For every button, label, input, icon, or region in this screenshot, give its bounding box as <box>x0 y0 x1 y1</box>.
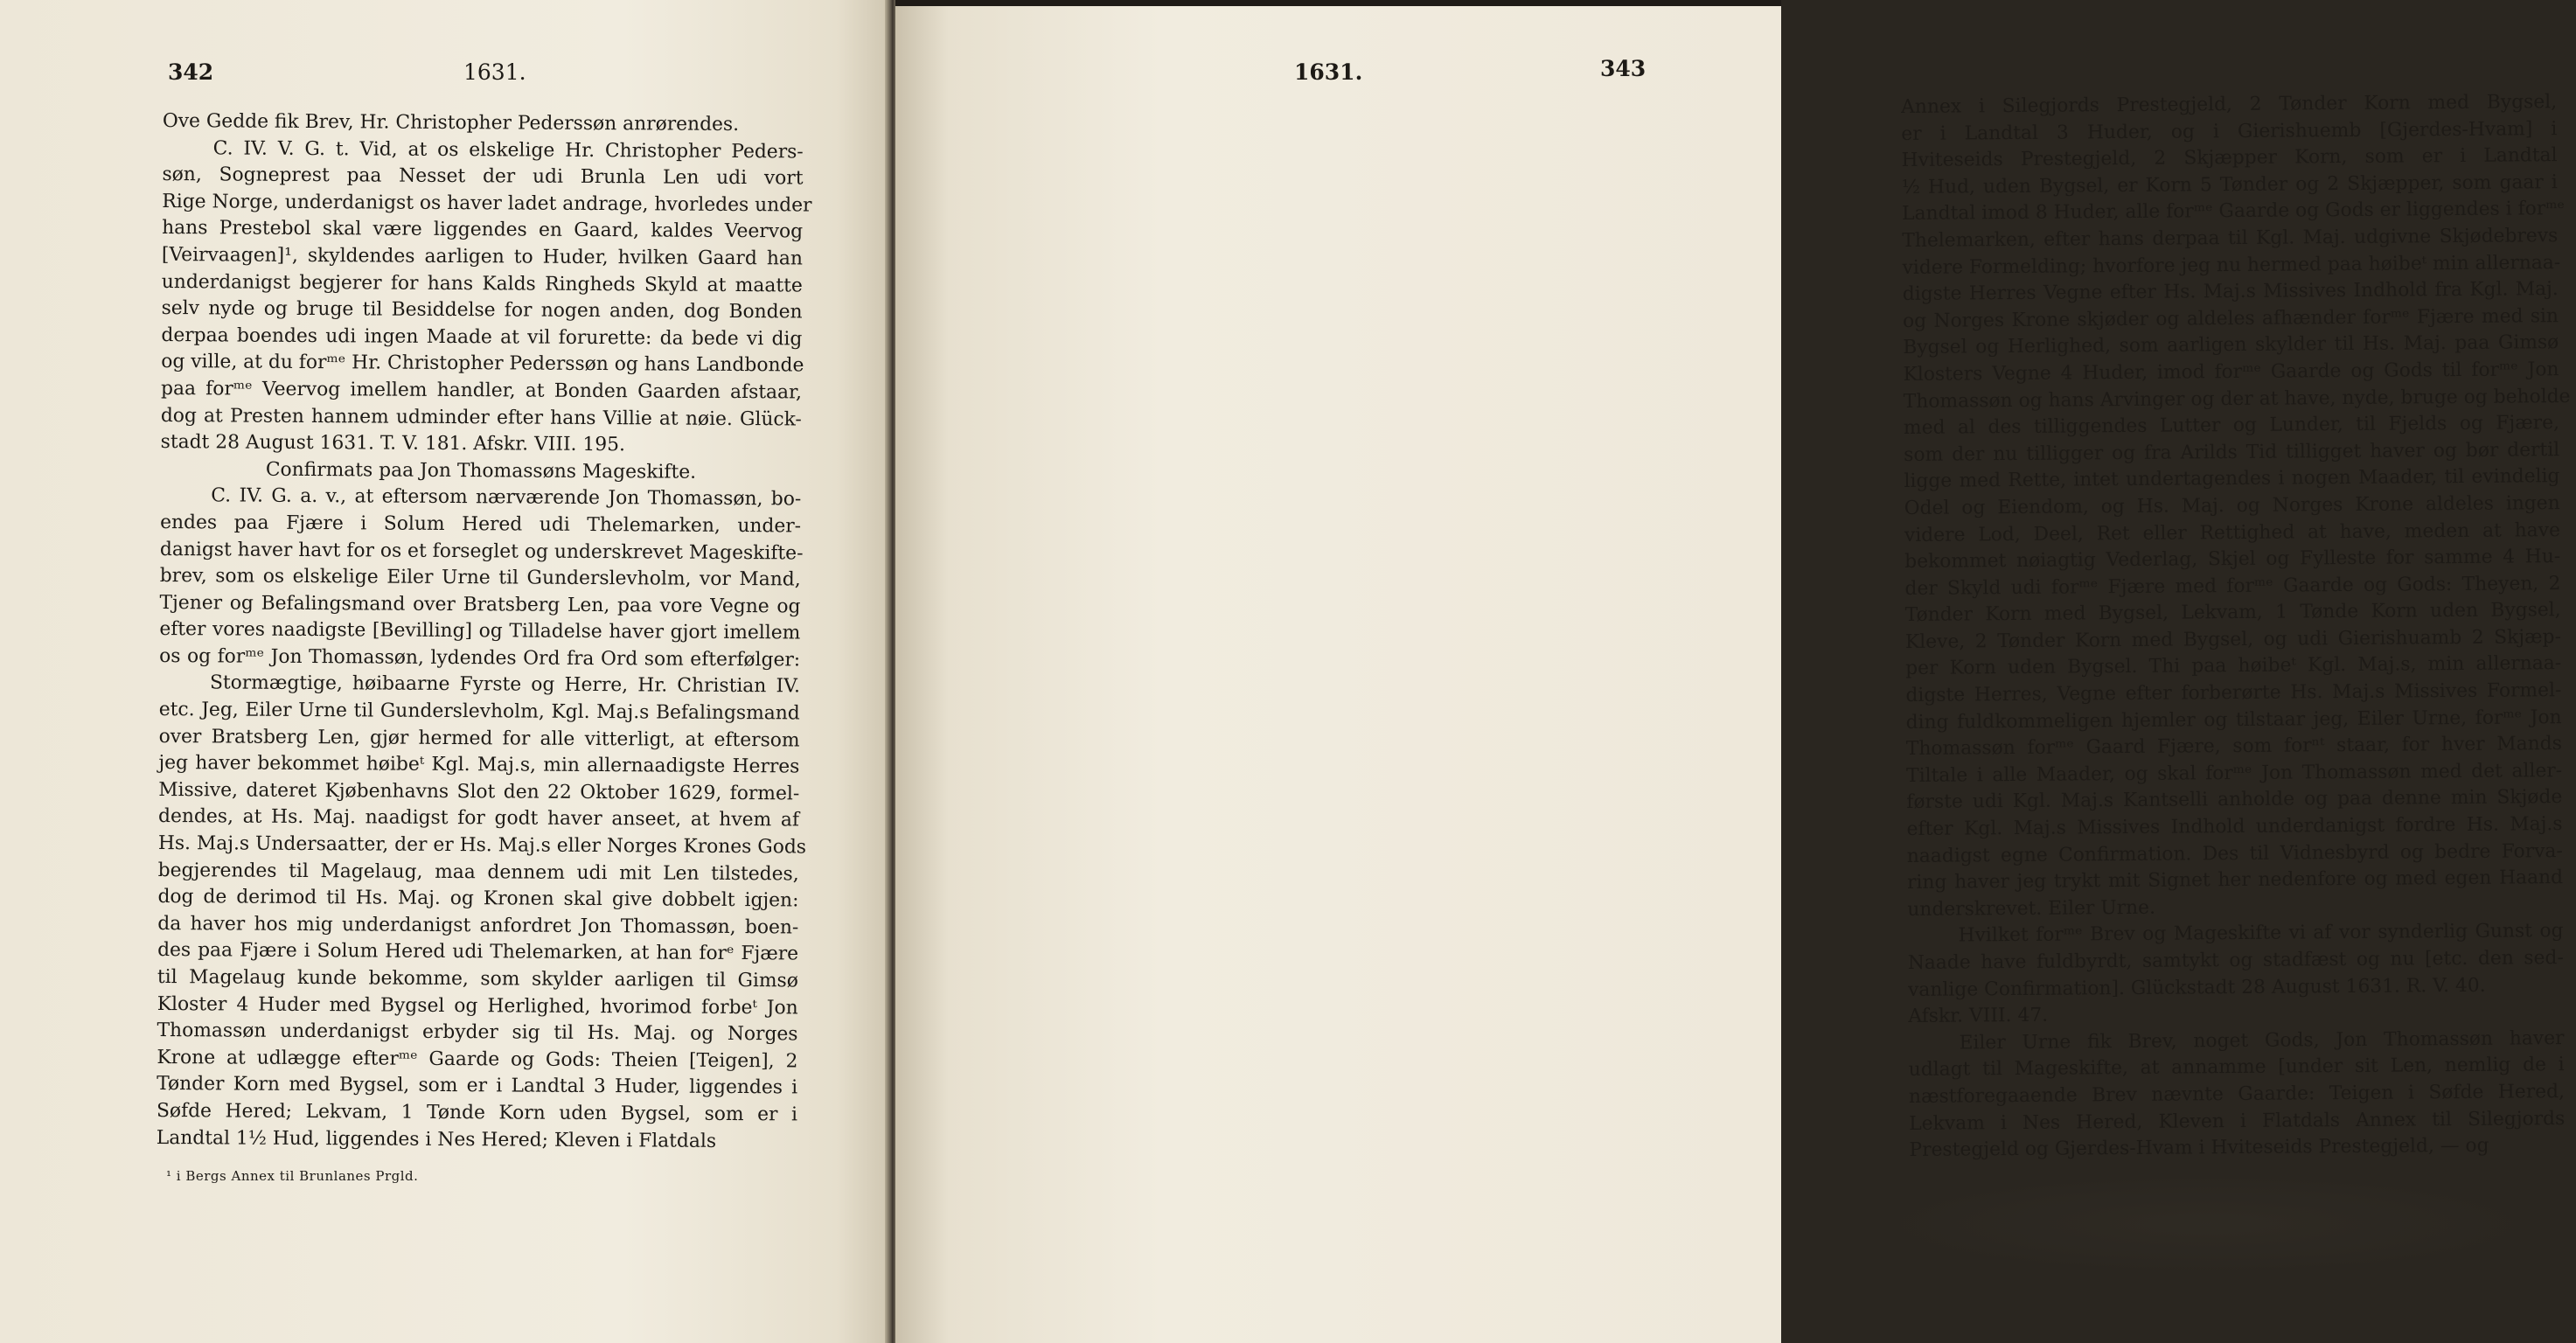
text-line: Tønder Korn med Bygsel, som er i Landtal 3 Huder, liggendes i <box>157 1073 798 1099</box>
text-line: Kloster 4 Huder med Bygsel og Herlighed, hvorimod forbeᵗ Jon <box>157 992 798 1019</box>
text-line: Thomassøn underdanigst erbyder sig til Hs. Maj. og Norges <box>157 1019 798 1046</box>
text-line: der Skyld udi forᵐᵉ Fjære med forᵐᵉ Gaarde og Gods: Theyen, 2 <box>1904 572 2561 600</box>
text-line: Hs. Maj.s Undersaatter, der er Hs. Maj.s eller Norges Krones Gods <box>157 832 807 859</box>
text-line: Tjener og Befalingsmand over Bratsberg Len, paa vore Vegne og <box>159 591 801 618</box>
text-line: Confirmats paa Jon Thomassøns Mageskifte. <box>265 458 697 484</box>
show-through-smudge <box>1857 1172 2557 1277</box>
text-line: naadigst egne Confirmation. Des til Vidnesbyrd og bedre Forva- <box>1906 839 2563 867</box>
text-line: stadt 28 August 1631. T. V. 181. Afskr. VIII. 195. <box>160 431 626 456</box>
text-line: Bygsel og Herlighed, som aarligen skylder til Hs. Maj. paa Gimsø <box>1903 331 2559 359</box>
text-line: per Korn uden Bygsel. Thi paa høibeᵗ Kgl. Maj.s, min allernaa- <box>1905 652 2562 680</box>
text-line: underskrevet. Eiler Urne. <box>1907 896 2156 921</box>
text-line: bekommet nøiagtig Vederlag, Skjel og Fylleste for samme 4 Hu- <box>1904 546 2561 574</box>
text-line: paa forᵐᵉ Veervog imellem handler, at Bonden Gaarden afstaar, <box>160 377 803 404</box>
text-line: Ove Gedde fik Brev, Hr. Christopher Pederssøn anrørendes. <box>162 109 740 136</box>
text-line: danigst haver havt for os et forseglet og underskrevet Mageskifte- <box>159 538 804 564</box>
text-line: dendes, at Hs. Maj. naadigst for godt haver anseet, at hvem af <box>157 805 800 832</box>
text-line: ½ Hud, uden Bygsel, er Korn 5 Tønder og 2 Skjæpper, som gaar i <box>1901 170 2558 198</box>
text-line: Kleve, 2 Tønder Korn med Bygsel, og udi Gierishuamb 2 Skjæp- <box>1904 625 2561 653</box>
text-line: Hviteseids Prestegjeld, 2 Skjæpper Korn, som er i Landtal <box>1901 144 2558 172</box>
text-line: er i Landtal 3 Huder, og i Gierishuemb [Gjerdes-Hvam] i <box>1901 117 2558 145</box>
text-line: Afskr. VIII. 47. <box>1908 1004 2049 1028</box>
text-line: Annex i Silegjords Prestegjeld, 2 Tønder Korn med Bygsel, <box>1901 91 2558 118</box>
page-number: 342 <box>168 59 214 85</box>
text-line: hans Prestebol skal være liggendes en Gaard, kaldes Veervog <box>162 217 804 243</box>
text-line: [Veirvaagen]¹, skyldendes aarligen to Huder, hvilken Gaard han <box>161 243 804 270</box>
text-line: Klosters Vegne 4 Huder, imod forᵐᵉ Gaarde og Gods til forᵐᵉ Jon <box>1903 358 2559 386</box>
text-line: søn, Sogneprest paa Nesset der udi Brunla Len udi vort <box>162 164 804 190</box>
text-line: Tiltale i alle Maader, og skal forᵐᵉ Jon Thomassøn med det aller- <box>1906 759 2563 787</box>
text-line: Krone at udlægge efterᵐᵉ Gaarde og Gods: Theien [Teigen], 2 <box>157 1046 798 1073</box>
text-line: vanlige Confirmation]. Glückstadt 28 August 1631. R. V. 40. <box>1907 974 2486 1001</box>
text-line: Missive, dateret Kjøbenhavns Slot den 22 Oktober 1629, formel- <box>158 778 800 805</box>
right-page <box>895 0 2571 1343</box>
text-line: som der nu tilligger og fra Arilds Tid tilligget haver og bør dertil <box>1904 438 2560 466</box>
text-line: efter Kgl. Maj.s Missives Indhold underdanigst fordre Hs. Maj.s <box>1906 813 2563 841</box>
text-line: Thomassøn forᵐᵉ Gaard Fjære, som forⁿᵗ staar, for hver Mands <box>1905 733 2562 761</box>
text-line: og ville, at du forᵐᵉ Hr. Christopher Pederssøn og hans Landbonde <box>161 351 804 377</box>
text-line: begjerendes til Magelaug, maa dennem udi mit Len tilstedes, <box>157 859 799 886</box>
text-line: Landtal 1½ Hud, liggendes i Nes Hered; Kleven i Flatdals <box>156 1126 717 1152</box>
text-line: med al des tilliggendes Lutter og Lunder, til Fjelds og Fjære, <box>1903 412 2560 440</box>
text-line: videre Lod, Deel, Ret eller Rettighed at have, meden at have <box>1904 518 2561 546</box>
text-line: Eiler Urne fik Brev, noget Gods, Jon Thomassøn haver <box>1959 1026 2565 1054</box>
text-line: C. IV. G. a. v., at eftersom nærværende Jon Thomassøn, bo- <box>211 484 802 511</box>
page-number-right: 343 <box>1600 56 1647 81</box>
text-line: endes paa Fjære i Solum Hered udi Thelemarken, under- <box>160 511 802 538</box>
text-line: Tønder Korn med Bygsel, Lekvam, 1 Tønde Korn uden Bygsel, <box>1904 599 2561 627</box>
text-line: Lekvam i Nes Hered, Kleven i Flatdals Annex til Silegjords <box>1909 1107 2566 1135</box>
text-line: ligge med Rette, intet undertagendes i nogen Maader, til evindelig <box>1904 465 2560 493</box>
text-line: selv nyde og bruge til Besiddelse for nogen anden, dog Bonden <box>161 297 803 324</box>
text-line: dog de derimod til Hs. Maj. og Kronen skal give dobbelt igjen: <box>157 886 799 912</box>
text-line: Thelemarken, efter hans derpaa til Kgl. Maj. udgivne Skjødebrevs <box>1902 225 2559 252</box>
text-line: Thomassøn og hans Arvinger og der at have, nyde, bruge og beholde <box>1903 385 2571 413</box>
running-header-year: 1631. <box>463 59 526 85</box>
text-line: da haver hos mig underdanigst anfordret Jon Thomassøn, boen- <box>157 912 799 939</box>
left-page <box>0 0 890 1343</box>
text-line: derpaa boendes udi ingen Maade at vil forurette: da bede vi dig <box>161 324 803 351</box>
text-line: over Bratsberg Len, gjør hermed for alle vitterligt, at eftersom <box>158 725 800 752</box>
text-line: efter vores naadigste [Bevilling] og Tilladelse haver gjort imellem <box>159 618 801 644</box>
text-line: Landtal imod 8 Huder, alle forᵐᵉ Gaarde og Gods er liggendes i forᵐᵉ <box>1901 198 2566 226</box>
text-line: brev, som os elskelige Eiler Urne til Gunderslevholm, vor Mand, <box>159 565 801 591</box>
running-header-year-right: 1631. <box>1294 59 1363 85</box>
text-line: Hvilket forᵐᵉ Brev og Mageskifte vi af vor synderlig Gunst og <box>1958 920 2564 947</box>
text-line: Stormægtige, høibaarne Fyrste og Herre, Hr. Christian IV. <box>209 672 801 698</box>
text-line: til Magelaug kunde bekomme, som skylder aarligen til Gimsø <box>157 965 798 992</box>
text-line: Søfde Hered; Lekvam, 1 Tønde Korn uden Bygsel, som er i <box>156 1099 798 1126</box>
text-line: Odel og Eiendom, og Hs. Maj. og Norges Krone aldeles ingen <box>1904 492 2560 519</box>
text-line: udlagt til Mageskifte, at annamme [under sit Len, nemlig de i <box>1908 1054 2565 1082</box>
text-line: ding fuldkommeligen hjemler og tilstaar jeg, Eiler Urne, forᵐᵉ Jon <box>1905 706 2562 734</box>
text-line: jeg haver bekommet høibeᵗ Kgl. Maj.s, min allernaadigste Herres <box>158 752 800 778</box>
footnote: ¹ i Bergs Annex til Brunlanes Prgld. <box>166 1168 419 1184</box>
text-line: digste Herres Vegne efter Hs. Maj.s Missives Indhold fra Kgl. Maj. <box>1902 278 2559 306</box>
text-line: dog at Presten hannem udminder efter hans Villie at nøie. Glück- <box>160 404 802 431</box>
text-line: Prestegjeld og Gjerdes-Hvam i Hviteseids Prestegjeld, — og <box>1909 1134 2489 1162</box>
text-line: næstforegaaende Brev nævnte Gaarde: Teigen i Søfde Hered, <box>1908 1081 2566 1108</box>
text-line: underdanigst begjerer for hans Kalds Ringheds Skyld at maatte <box>161 270 803 297</box>
text-line: ring haver jeg trykt mit Signet her nedenfore og med egen Haand <box>1906 866 2564 894</box>
text-line: etc. Jeg, Eiler Urne til Gunderslevholm, Kgl. Maj.s Befalingsmand <box>158 699 800 725</box>
page-top-edge <box>895 0 1781 6</box>
text-line: des paa Fjære i Solum Hered udi Thelemarken, at han forᵉ Fjære <box>157 939 799 965</box>
text-line: digste Herres, Vegne efter forberørte Hs. Maj.s Missives Formel- <box>1905 679 2562 707</box>
text-line: videre Formelding; hvorfore jeg nu hermed paa høibeᵗ min allernaa- <box>1902 251 2561 279</box>
text-line: os og forᵐᵉ Jon Thomassøn, lydendes Ord fra Ord som efterfølger: <box>159 644 801 672</box>
text-line: C. IV. V. G. t. Vid, at os elskelige Hr. Christopher Peders- <box>212 136 804 164</box>
text-line: og Norges Krone skjøder og aldeles afhænder forᵐᵉ Fjære med sin <box>1902 304 2559 332</box>
text-line: Rige Norge, underdanigst os haver ladet andrage, hvorledes under <box>162 190 812 217</box>
text-line: første udi Kgl. Maj.s Kantselli anholde og paa denne min Skjøde <box>1906 786 2563 814</box>
right-page-body <box>1901 89 2571 1165</box>
left-page-body <box>156 108 812 1156</box>
text-line: Naade have fuldbyrdt, samtykt og stadfæst og nu [etc. den sed- <box>1907 947 2564 974</box>
